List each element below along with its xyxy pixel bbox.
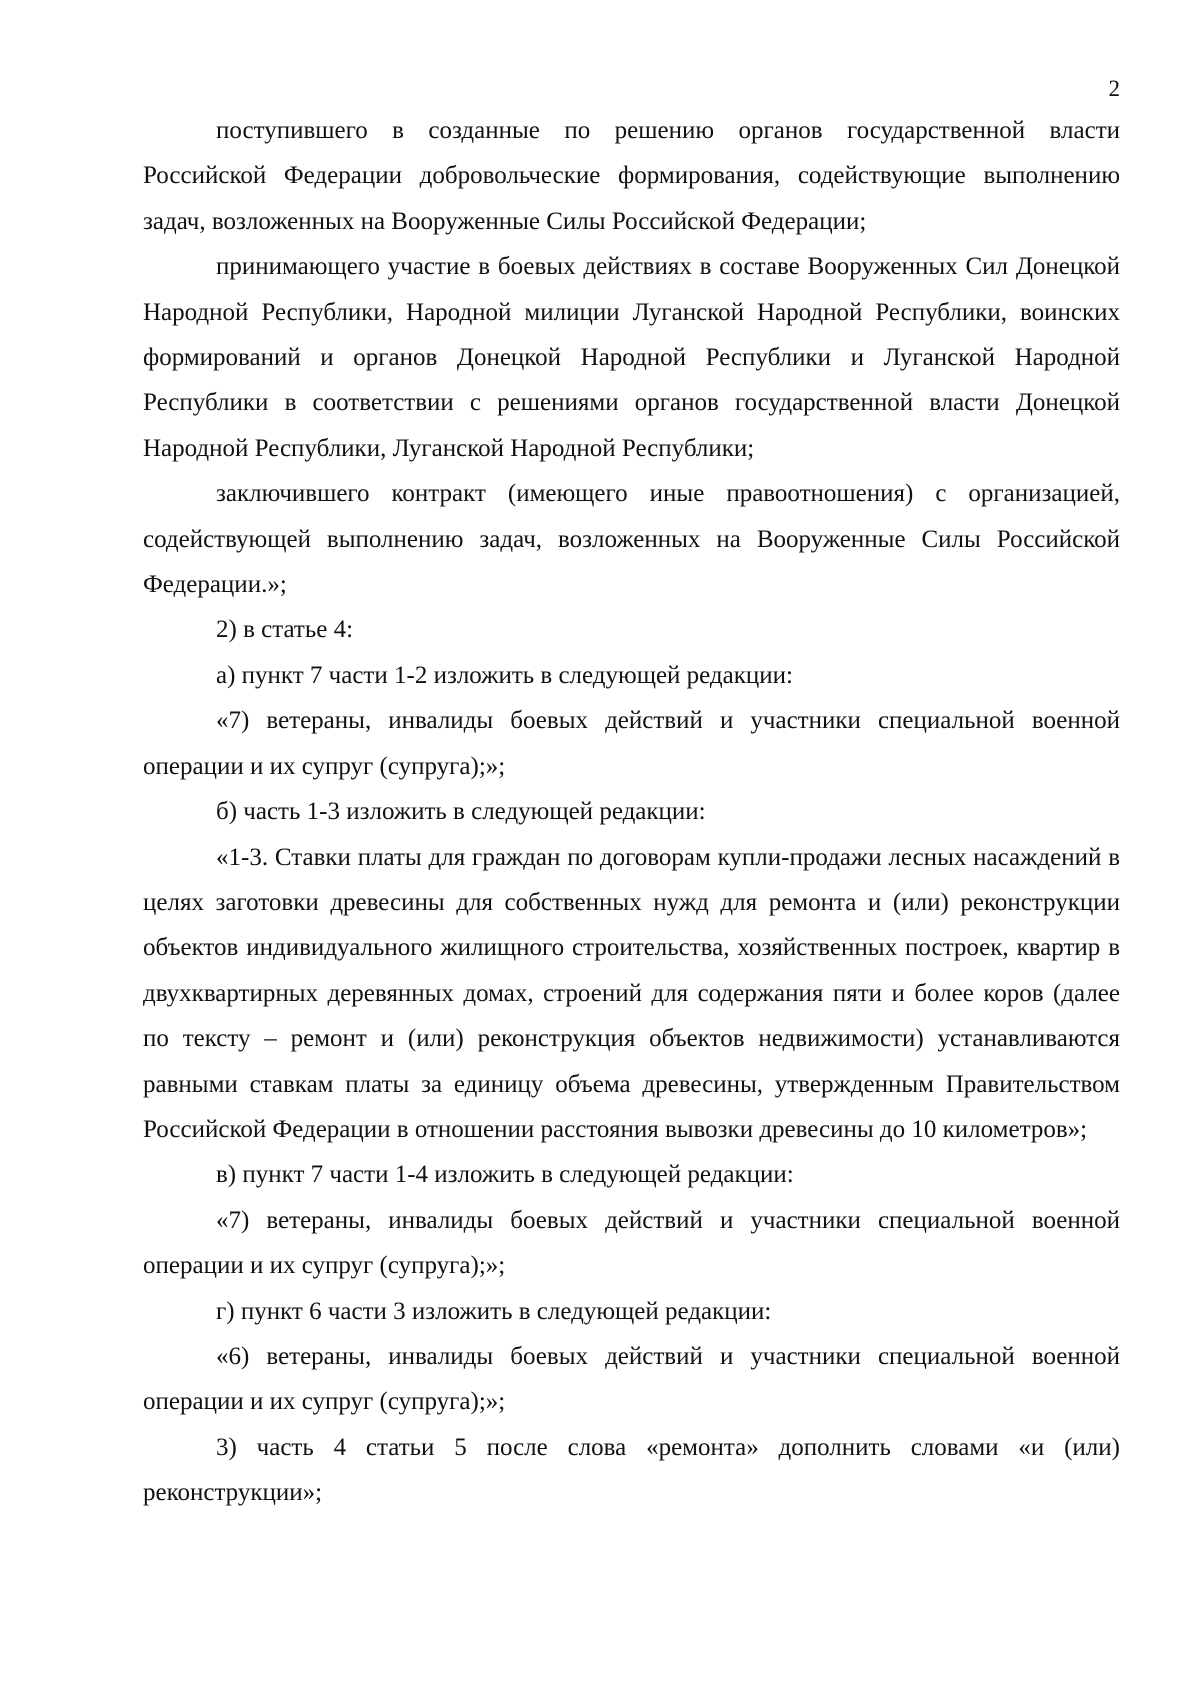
paragraph-contract-organization: заключившего контракт (имеющего иные правоотношения) с организацией, содействующей выполнению задач, возложенных на Вооруженные Силы Российской Федерации.»; — [143, 480, 1120, 599]
paragraph-dpr-lpr-combat: принимающего участие в боевых действиях в составе Вооруженных Сил Донецкой Народной Республики, Народной милиции Луганской Народной Республики, воинских формирований и органов Донецкой Народной Республики и Луганской Народной Республики в соответствии с решениями органов государственной власти Донецкой Народной Республики, Луганской Народной Республики; — [143, 253, 1120, 462]
item-2-article-4: 2) в статье 4: — [216, 616, 354, 644]
document-body — [143, 108, 1120, 1516]
item-g-clause-6-part-3: г) пункт 6 части 3 изложить в следующей редакции: — [216, 1297, 772, 1325]
quote-clause-6-veterans: «6) ветераны, инвалиды боевых действий и участники специальной военной операции и их супруг (супруга);»; — [143, 1342, 1120, 1416]
paragraph-volunteer-formations: поступившего в созданные по решению органов государственной власти Российской Федерации добровольческие формирования, содействующие выполнению задач, возложенных на Вооруженные Силы Российской Федерации; — [143, 117, 1120, 235]
quote-part-1-3-rates: «1-3. Ставки платы для граждан по договорам купли-продажи лесных насаждений в целях заготовки древесины для собственных нужд для ремонта и (или) реконструкции объектов индивидуального жилищного строительства, хозяйственных построек, квартир в двухквартирных деревянных домах, строений для содержания пяти и более коров (далее по тексту – ремонт и (или) реконструкция объектов недвижимости) устанавливаются равными ставкам платы за единицу объема древесины, утвержденным Правительством Российской Федерации в отношении расстояния вывозки древесины до 10 километров»; — [143, 843, 1120, 1143]
item-3-article-5: 3) часть 4 статьи 5 после слова «ремонта» дополнить словами «и (или) реконструкции»; — [143, 1433, 1120, 1507]
item-b-part-1-3: б) часть 1-3 изложить в следующей редакции: — [216, 798, 706, 826]
page-number: 2 — [1108, 76, 1120, 101]
quote-clause-7-veterans-2: «7) ветераны, инвалиды боевых действий и участники специальной военной операции и их супруг (супруга);»; — [143, 1206, 1120, 1280]
item-a-clause-7-part-1-2: а) пункт 7 части 1-2 изложить в следующей редакции: — [216, 661, 793, 689]
quote-clause-7-veterans: «7) ветераны, инвалиды боевых действий и участники специальной военной операции и их супруг (супруга);»; — [143, 707, 1120, 780]
item-v-clause-7-part-1-4: в) пункт 7 части 1-4 изложить в следующей редакции: — [216, 1161, 794, 1189]
